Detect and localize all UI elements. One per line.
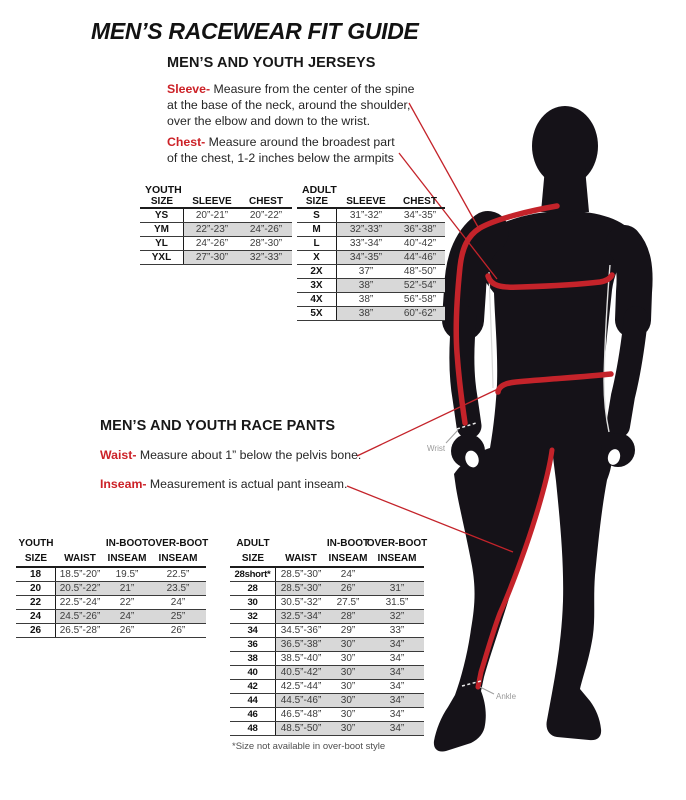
value-cell: 48.5”-50” xyxy=(276,722,326,735)
size-cell: 3X xyxy=(297,279,337,292)
value-cell: 26.5”-28” xyxy=(59,625,101,636)
value-cell: 34” xyxy=(370,638,424,651)
size-cell: 18 xyxy=(16,568,56,581)
table-body xyxy=(140,209,292,265)
value-cell: 40”-42” xyxy=(403,238,437,249)
size-cell: 24 xyxy=(16,610,56,623)
size-cell: 20 xyxy=(16,582,56,595)
size-cell: 46 xyxy=(230,708,276,721)
size-cell: 4X xyxy=(297,293,337,306)
column-header xyxy=(56,536,104,551)
table-header-row xyxy=(16,536,209,551)
size-footnote: *Size not available in over-boot style xyxy=(232,741,386,752)
value-cell: 32”-33” xyxy=(240,251,292,264)
size-cell: 38 xyxy=(230,652,276,665)
value-cell: 38.5”-40” xyxy=(280,653,322,664)
table-row xyxy=(140,237,292,251)
table-row xyxy=(230,680,424,694)
value-cell: 34”-35” xyxy=(403,210,437,221)
value-cell: 31”-32” xyxy=(349,210,383,221)
value-cell: 29” xyxy=(340,625,356,636)
column-header: INSEAM xyxy=(107,553,147,564)
page-title: MEN’S RACEWEAR FIT GUIDE xyxy=(91,18,419,44)
value-cell: 40.5”-42” xyxy=(276,666,326,679)
inseam-text: Measurement is actual pant inseam. xyxy=(146,477,348,491)
size-cell: 30 xyxy=(230,596,276,609)
table-row xyxy=(297,307,445,321)
table-row xyxy=(230,652,424,666)
wrist-label: Wrist xyxy=(427,444,446,453)
column-header: IN-BOOT xyxy=(326,538,370,549)
value-cell: 28.5”-30” xyxy=(280,569,322,580)
table-row xyxy=(230,610,424,624)
column-header: INSEAM xyxy=(328,553,368,564)
column-header: WAIST xyxy=(64,553,96,564)
value-cell: 38” xyxy=(358,294,374,305)
pants-section-heading: MEN’S AND YOUTH RACE PANTS xyxy=(100,418,336,434)
value-cell: 28”-30” xyxy=(249,238,283,249)
value-cell: 46.5”-48” xyxy=(280,709,322,720)
size-cell: 32 xyxy=(230,610,276,623)
size-cell: 36 xyxy=(230,638,276,651)
value-cell: 52”-54” xyxy=(395,279,445,292)
value-cell: 56”-58” xyxy=(403,294,437,305)
value-cell: 24”-26” xyxy=(240,223,292,236)
value-cell: 30” xyxy=(340,653,356,664)
value-cell: 18.5”-20” xyxy=(59,569,101,580)
waist-text: Measure about 1” below the pelvis bone. xyxy=(136,448,362,462)
value-cell: 30” xyxy=(326,722,370,735)
column-header: CHEST xyxy=(403,196,437,207)
size-cell: 26 xyxy=(16,624,56,637)
table-row xyxy=(16,624,206,638)
size-cell: 34 xyxy=(230,624,276,637)
adult-pants-table xyxy=(230,536,428,736)
value-cell: 33” xyxy=(389,625,405,636)
value-cell: 34” xyxy=(389,681,405,692)
table-row xyxy=(140,209,292,223)
table-title: ADULT xyxy=(302,183,337,196)
chest-instructions xyxy=(167,135,401,167)
value-cell: 26” xyxy=(170,625,186,636)
youth-pants-table xyxy=(16,536,209,638)
value-cell: 44”-46” xyxy=(395,251,445,264)
size-cell: YM xyxy=(140,223,184,236)
ankle-leader-line xyxy=(480,687,494,694)
value-cell: 34” xyxy=(370,694,424,707)
jerseys-section-heading: MEN’S AND YOUTH JERSEYS xyxy=(167,55,376,71)
size-cell: 42 xyxy=(230,680,276,693)
column-header: SLEEVE xyxy=(346,196,386,207)
value-cell: 42.5”-44” xyxy=(280,681,322,692)
table-row xyxy=(140,223,292,237)
ankle-label: Ankle xyxy=(496,692,517,701)
column-header: INSEAM xyxy=(158,553,198,564)
value-cell: 34” xyxy=(370,666,424,679)
column-header: SIZE xyxy=(24,553,48,564)
sleeve-term: Sleeve- xyxy=(167,82,211,96)
value-cell: 24” xyxy=(104,610,150,623)
table-row xyxy=(230,582,424,596)
table-body xyxy=(297,209,445,321)
column-header: OVER-BOOT xyxy=(147,538,209,549)
size-cell: YS xyxy=(140,209,184,222)
value-cell: 25” xyxy=(150,610,206,623)
value-cell: 48”-50” xyxy=(403,266,437,277)
size-cell: M xyxy=(297,223,337,236)
value-cell: 22.5” xyxy=(166,569,190,580)
table-row xyxy=(297,237,445,251)
value-cell: 30” xyxy=(340,681,356,692)
table-body xyxy=(230,568,424,736)
chest-term: Chest- xyxy=(167,135,206,149)
table-row xyxy=(297,251,445,265)
value-cell xyxy=(370,568,424,581)
value-cell: 26” xyxy=(326,582,370,595)
size-cell: L xyxy=(297,237,337,250)
value-cell: 44.5”-46” xyxy=(276,694,326,707)
value-cell: 24.5”-26” xyxy=(56,610,104,623)
value-cell: 20.5”-22” xyxy=(56,582,104,595)
size-cell: X xyxy=(297,251,337,264)
table-header-row xyxy=(140,196,292,209)
table-row xyxy=(230,722,424,736)
table-header-row xyxy=(16,551,206,568)
value-cell: 24” xyxy=(340,569,356,580)
value-cell: 32.5”-34” xyxy=(276,610,326,623)
column-header: SLEEVE xyxy=(192,196,232,207)
table-header-row xyxy=(230,536,428,551)
table-row xyxy=(297,265,445,279)
value-cell: 38” xyxy=(337,279,395,292)
value-cell: 34”-35” xyxy=(337,251,395,264)
size-cell: 44 xyxy=(230,694,276,707)
value-cell: 30.5”-32” xyxy=(280,597,322,608)
column-header: YOUTH xyxy=(18,538,54,549)
table-row xyxy=(230,694,424,708)
column-header: SIZE xyxy=(150,196,174,207)
column-header: IN-BOOT xyxy=(105,538,149,549)
value-cell: 22” xyxy=(119,597,135,608)
value-cell: 27.5” xyxy=(336,597,360,608)
waist-instructions xyxy=(100,448,420,464)
column-header: CHEST xyxy=(249,196,283,207)
value-cell: 19.5” xyxy=(115,569,139,580)
table-row xyxy=(16,610,206,624)
value-cell: 30” xyxy=(340,709,356,720)
column-header xyxy=(276,536,326,551)
value-cell: 27”-30” xyxy=(184,251,240,264)
table-row xyxy=(16,568,206,582)
value-cell: 22”-23” xyxy=(184,223,240,236)
value-cell: 32”-33” xyxy=(337,223,395,236)
value-cell: 36.5”-38” xyxy=(276,638,326,651)
column-header: WAIST xyxy=(285,553,317,564)
chest-text: Measure around the broadest part of the chest, 1-2 inches below the armpits xyxy=(167,135,395,165)
value-cell: 23.5” xyxy=(150,582,206,595)
value-cell: 34.5”-36” xyxy=(280,625,322,636)
size-cell: 22 xyxy=(16,596,56,609)
youth-jersey-table xyxy=(140,183,292,265)
value-cell: 24” xyxy=(170,597,186,608)
table-row xyxy=(230,624,424,638)
value-cell: 26” xyxy=(119,625,135,636)
table-row xyxy=(16,582,206,596)
column-header: ADULT xyxy=(236,538,270,549)
value-cell: 32” xyxy=(370,610,424,623)
table-row xyxy=(297,279,445,293)
table-body xyxy=(16,568,206,638)
size-cell: S xyxy=(297,209,337,222)
value-cell: 28.5”-30” xyxy=(276,582,326,595)
adult-jersey-table xyxy=(297,183,445,321)
table-row xyxy=(230,638,424,652)
size-cell: 40 xyxy=(230,666,276,679)
value-cell: 30” xyxy=(326,694,370,707)
column-header: SIZE xyxy=(241,553,265,564)
value-cell: 20”-22” xyxy=(249,210,283,221)
value-cell: 21” xyxy=(104,582,150,595)
value-cell: 28” xyxy=(326,610,370,623)
table-row xyxy=(230,666,424,680)
value-cell: 37” xyxy=(358,266,374,277)
value-cell: 38” xyxy=(337,307,395,320)
size-cell: 2X xyxy=(297,265,337,278)
value-cell: 33”-34” xyxy=(349,238,383,249)
value-cell: 31.5” xyxy=(385,597,409,608)
column-header: INSEAM xyxy=(377,553,417,564)
value-cell: 31” xyxy=(370,582,424,595)
inseam-term: Inseam- xyxy=(100,477,147,491)
value-cell: 34” xyxy=(389,709,405,720)
value-cell: 24”-26” xyxy=(195,238,229,249)
table-header-row xyxy=(230,551,424,568)
value-cell: 20”-21” xyxy=(195,210,229,221)
size-cell: YXL xyxy=(140,251,184,264)
sleeve-instructions xyxy=(167,82,421,130)
value-cell: 60”-62” xyxy=(395,307,445,320)
table-header-row xyxy=(297,196,445,209)
value-cell: 36”-38” xyxy=(395,223,445,236)
size-cell: YL xyxy=(140,237,184,250)
table-row xyxy=(230,596,424,610)
value-cell: 30” xyxy=(326,666,370,679)
value-cell: 30” xyxy=(326,638,370,651)
size-cell: 48 xyxy=(230,722,276,735)
inseam-instructions xyxy=(100,477,420,493)
table-row xyxy=(297,293,445,307)
sleeve-text: Measure from the center of the spine at the base of the neck, around the shoulder, over the elbow and down to the wrist. xyxy=(167,82,415,128)
table-row xyxy=(230,708,424,722)
table-row xyxy=(297,223,445,237)
value-cell: 22.5”-24” xyxy=(59,597,101,608)
column-header: SIZE xyxy=(305,196,329,207)
column-header: OVER-BOOT xyxy=(366,538,428,549)
table-row xyxy=(16,596,206,610)
size-cell: 28 xyxy=(230,582,276,595)
table-row xyxy=(297,209,445,223)
value-cell: 34” xyxy=(370,722,424,735)
table-row xyxy=(140,251,292,265)
value-cell: 34” xyxy=(389,653,405,664)
waist-term: Waist- xyxy=(100,448,137,462)
table-row xyxy=(230,568,424,582)
size-cell: 28short* xyxy=(230,568,276,581)
table-title: YOUTH xyxy=(145,183,182,196)
size-cell: 5X xyxy=(297,307,337,320)
